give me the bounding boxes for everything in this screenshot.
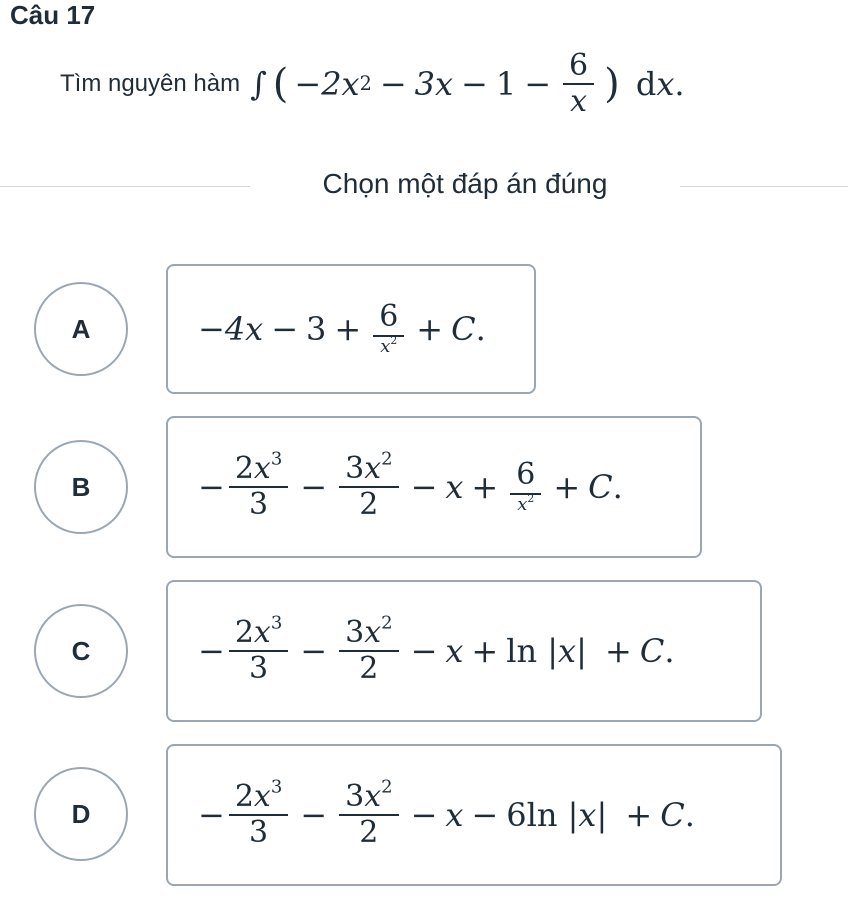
- option-c-letter[interactable]: C: [34, 604, 128, 698]
- option-b-expression: − $\frac{2x^3}{3}$ − $\frac{3x^2}{2}$ − x + $\frac{6}{x^2}$ + C .: [198, 448, 623, 522]
- option-a-answer[interactable]: [166, 264, 536, 394]
- option-b-answer[interactable]: [166, 416, 702, 558]
- question-title: Câu 17: [10, 0, 96, 30]
- option-c-answer[interactable]: [166, 580, 762, 722]
- option-d-letter[interactable]: D: [34, 767, 128, 861]
- divider-left: [0, 186, 250, 187]
- option-b-letter[interactable]: B: [34, 440, 128, 534]
- option-a-letter[interactable]: A: [34, 282, 128, 376]
- integral-expression: ∫ ( − 2x 2 − 3x − 1 − $\frac{6}{x}$ ) d x .: [250, 47, 685, 119]
- question-prompt: [60, 44, 685, 124]
- divider-right: [680, 186, 848, 187]
- option-c-expression: − $\frac{2x^3}{3}$ − $\frac{3x^2}{2}$ − x + ln | x | + C .: [198, 612, 675, 686]
- option-d-answer[interactable]: [166, 744, 782, 886]
- option-d-expression: − $\frac{2x^3}{3}$ − $\frac{3x^2}{2}$ − x − 6ln | x | + C .: [198, 776, 695, 850]
- option-a-expression: − 4x − 3 + $\frac{6}{x^2}$ + C .: [198, 299, 486, 357]
- prompt-text: Tìm nguyên hàm: [60, 70, 241, 97]
- choose-answer-label: Chọn một đáp án đúng: [322, 168, 608, 199]
